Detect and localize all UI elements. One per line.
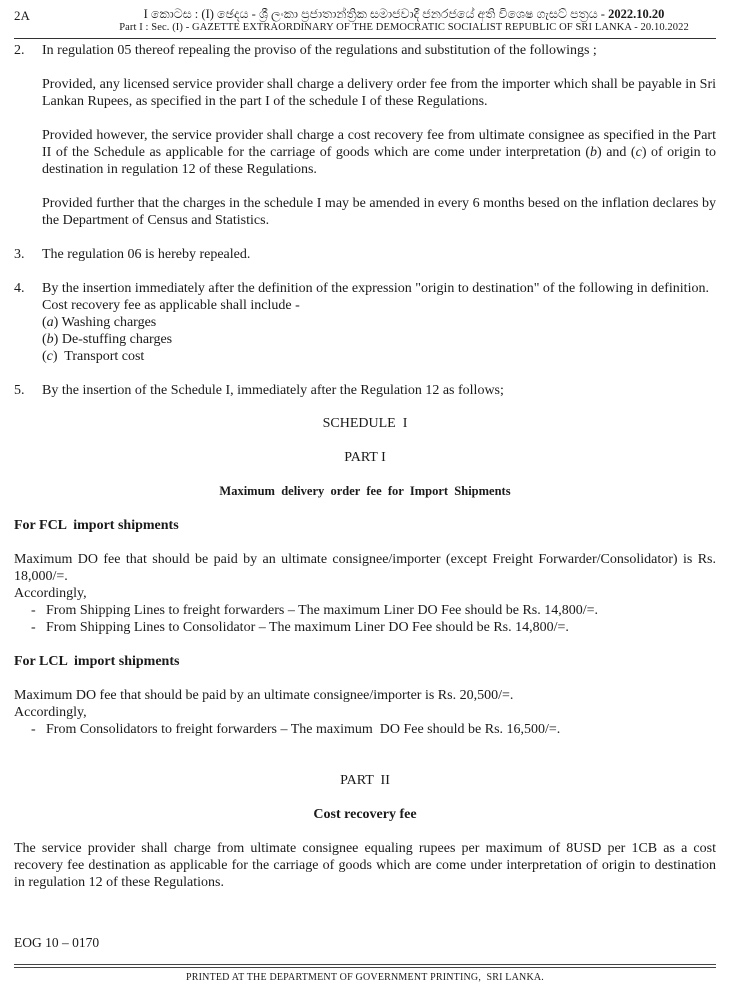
item-5-text: By the insertion of the Schedule I, immediately after the Regulation 12 as follows; <box>42 383 504 398</box>
item-number: 5. <box>14 383 25 398</box>
item-2-intro: In regulation 05 thereof repealing the proviso of the regulations and substitution of the followings ; <box>42 43 597 58</box>
part-1-heading: Maximum delivery order fee for Import Shipments <box>219 484 511 498</box>
item-number: 2. <box>14 43 25 58</box>
footer-rule <box>14 964 716 965</box>
header-line-english: Part I : Sec. (I) - GAZETTE EXTRAORDINARY OF THE DEMOCRATIC SOCIALIST REPUBLIC OF SRI LANKA - 20.10.2022 <box>119 22 689 33</box>
part-2-title: PART II <box>340 773 390 788</box>
lcl-accordingly: Accordingly, <box>14 705 87 720</box>
part-1-title: PART I <box>344 450 386 465</box>
item-number: 3. <box>14 247 25 262</box>
sub-item-c: (c) Transport cost <box>42 349 145 364</box>
header-rule <box>14 38 716 39</box>
header-sinhala-title: I කොටස : (I) ඡෙදය - ශ්‍රී ලංකා ප්‍රජාතාන්ත්‍රික සමාජවාදී ජනරජයේ අති විශෙෂ ගැසට් පත්‍රය - <box>143 7 605 21</box>
page-header <box>14 6 724 38</box>
item-4-cost-recovery: Cost recovery fee as applicable shall include - <box>42 298 300 313</box>
regulation-item-4 <box>14 280 716 365</box>
fcl-heading: For FCL import shipments <box>14 518 179 533</box>
regulation-item-2 <box>14 42 716 229</box>
list-item: - From Consolidators to freight forwarders – The maximum DO Fee should be Rs. 16,500/=. <box>14 721 716 738</box>
item-2-proviso-2: Provided however, the service provider shall charge a cost recovery fee from ultimate consignee as specified in the Part II of the Schedule as applicable for the carriage of goods which are come under interpretation (b) and (c) of origin to destination in regulation 12 of these Regulations. <box>42 128 717 177</box>
item-number: 4. <box>14 281 25 296</box>
header-date: 2022.10.20 <box>608 7 665 21</box>
part-2-text: The service provider shall charge from ultimate consignee equaling rupees per maximum of 8USD per 1CB as a cost recovery fee destination as applicable for the carriage of goods which are come under interpretation of origin to destination in regulation 12 of these Regulations. <box>14 841 716 890</box>
lcl-heading: For LCL import shipments <box>14 654 180 669</box>
item-3-text: The regulation 06 is hereby repealed. <box>42 247 251 262</box>
item-2-proviso-1: Provided, any licensed service provider shall charge a delivery order fee from the importer which shall be payable in Sri Lankan Rupees, as specified in the part I of the schedule I of these Regulations. <box>42 77 716 109</box>
fcl-list <box>14 602 716 636</box>
sub-item-b: (b) De-stuffing charges <box>42 332 173 347</box>
sub-item-a: (a) Washing charges <box>42 315 157 330</box>
lcl-text: Maximum DO fee that should be paid by an ultimate consignee/importer is Rs. 20,500/=. <box>14 688 514 703</box>
fcl-text: Maximum DO fee that should be paid by an ultimate consignee/importer (except Freight Forwarder/Consolidator) is Rs. 18,000/=. <box>14 552 716 584</box>
item-4-text: By the insertion immediately after the definition of the expression "origin to destination" of the following in definition. <box>42 281 709 296</box>
fcl-accordingly: Accordingly, <box>14 586 87 601</box>
list-item: - From Shipping Lines to Consolidator – The maximum Liner DO Fee should be Rs. 14,800/=. <box>14 619 716 636</box>
lcl-list <box>14 721 716 738</box>
regulation-item-5 <box>14 382 716 399</box>
gazette-body <box>14 42 716 891</box>
header-line-sinhala <box>84 7 724 22</box>
item-2-proviso-3: Provided further that the charges in the schedule I may be amended in every 6 months besed on the inflation declares by the Department of Census and Statistics. <box>42 196 716 228</box>
printer-footer: PRINTED AT THE DEPARTMENT OF GOVERNMENT PRINTING, SRI LANKA. <box>185 972 544 983</box>
eog-reference: EOG 10 – 0170 <box>14 935 100 950</box>
list-item: - From Shipping Lines to freight forwarders – The maximum Liner DO Fee should be Rs. 14,800/=. <box>14 602 716 619</box>
page-number: 2A <box>14 8 30 23</box>
part-2-heading: Cost recovery fee <box>313 807 417 822</box>
schedule-title: SCHEDULE I <box>322 416 408 431</box>
footer-rule <box>14 967 716 968</box>
regulation-item-3 <box>14 246 716 263</box>
